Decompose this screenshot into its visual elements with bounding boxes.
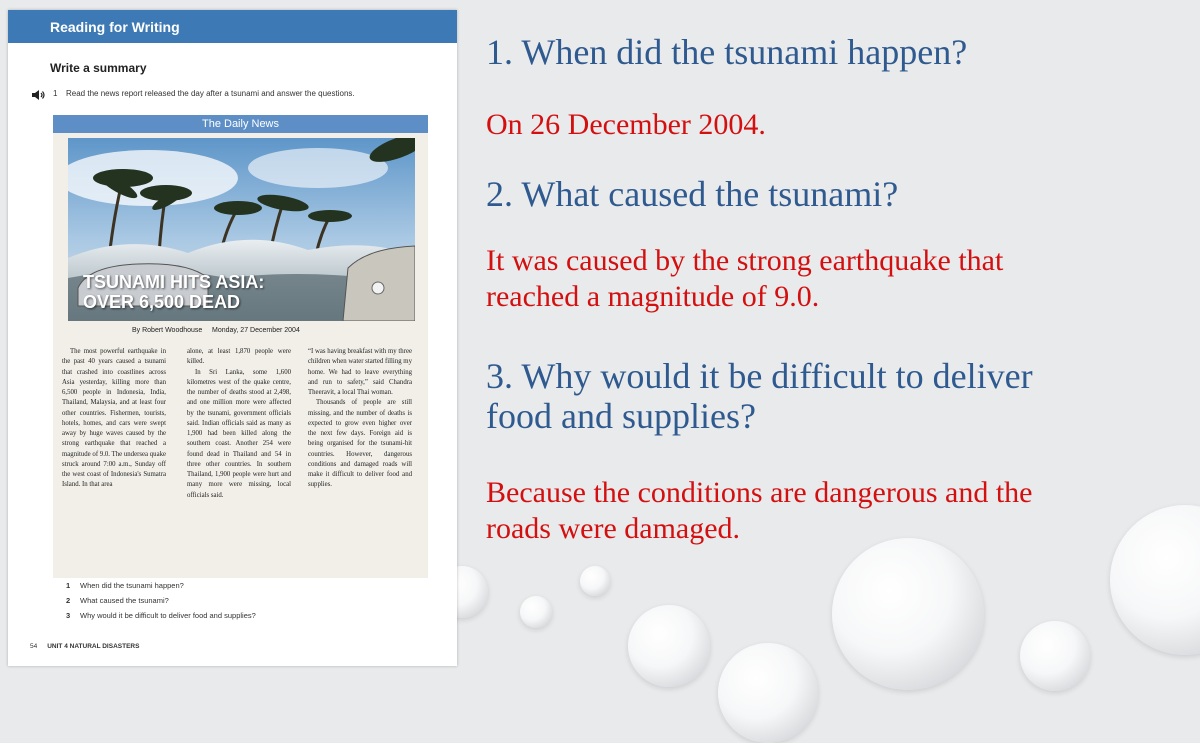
question-2: 2. What caused the tsunami? [486,174,899,214]
answer-1: On 26 December 2004. [486,108,766,141]
answer-2-line-1: It was caused by the strong earthquake that [486,244,1004,277]
answer-3-line-1: Because the conditions are dangerous and the [486,476,1033,509]
question-item [66,581,256,596]
answer-3 [486,475,1032,547]
speaker-icon[interactable] [32,90,46,100]
question-list [66,581,256,626]
decorative-bubble [1110,505,1200,655]
question-3-line-2: food and supplies? [486,396,756,436]
question-item [66,596,256,611]
question-number: 2 [66,596,71,605]
article-column-1 [62,347,166,491]
headline-line-2: OVER 6,500 DEAD [83,292,241,312]
question-3-line-1: 3. Why would it be difficult to deliver [486,356,1033,396]
textbook-page [8,10,457,666]
instruction-number: 1 [53,89,58,98]
article-paragraph: The most powerful earthquake in the past 40 years caused a tsunami that crashed into coastlines across Asia yesterday, killing more than 6,500 people in Indonesia, India, Thailand, Malaysia, and at least four other countries. Fishermen, tourists, hotels, homes, and cars were swept away by huge waves caused by the strong earthquake that reached a magnitude of 9.0. The undersea quake struck around 7:00 a.m., Sunday off the west coast of Indonesia's Sumatra Island. In that area [62,348,166,489]
article-column-2 [187,347,291,501]
article-paragraph: In Sri Lanka, some 1,600 kilometres west of the quake centre, the number of deaths stood at 2,498, and one million more were affected by the tsunami, government officials said. Indian officials said as many as 1,900 had been killed along the southern coast. Another 254 were found dead in Thailand and 54 in three other countries. In southern Thailand, 1,900 people were hurt and many more were missing, local officials said. [187,368,291,499]
answer-2 [486,243,1003,315]
article-column-3 [308,347,412,491]
newspaper-name: The Daily News [201,118,280,130]
page-header [8,10,457,43]
question-text: What caused the tsunami? [80,596,169,605]
question-1: 1. When did the tsunami happen? [486,32,968,72]
answer-2-line-2: reached a magnitude of 9.0. [486,280,820,313]
decorative-bubble [1020,621,1090,691]
headline-line-1: TSUNAMI HITS ASIA: [83,272,265,292]
article-paragraph: alone, at least 1,870 people were killed. [187,348,291,366]
instruction-text: Read the news report released the day after a tsunami and answer the questions. [66,89,355,98]
question-number: 3 [66,611,71,620]
article-paragraph: Thousands of people are still missing, and the number of deaths is expected to grow even higher over the next few days. Foreign aid is being organised for the tsunami-hit countries. However, dangerous conditions and damaged roads will make it difficult to deliver food and supplies. [308,399,412,489]
decorative-bubble [580,566,610,596]
decorative-bubble [718,643,818,743]
article-paragraph: “I was having breakfast with my three children when water started filling my home. We had to leave everything and run to safety,” said Chandra Theeravit, a local Thai woman. [308,348,412,396]
decorative-bubble [520,596,552,628]
page-header-title: Reading for Writing [50,19,180,35]
newspaper-title-bar [53,115,428,133]
question-number: 1 [66,581,71,590]
unit-label: UNIT 4 NATURAL DISASTERS [47,643,140,650]
decorative-bubble [832,538,984,690]
question-text: Why would it be difficult to deliver food and supplies? [80,611,256,620]
byline: By Robert Woodhouse Monday, 27 December 2004 [132,327,300,334]
answer-3-line-2: roads were damaged. [486,512,741,545]
question-text: When did the tsunami happen? [80,581,184,590]
headline [83,272,264,312]
page-footer [30,643,139,650]
page-number: 54 [30,643,38,650]
question-3 [486,356,1033,436]
section-title: Write a summary [50,61,147,75]
question-item [66,611,256,626]
